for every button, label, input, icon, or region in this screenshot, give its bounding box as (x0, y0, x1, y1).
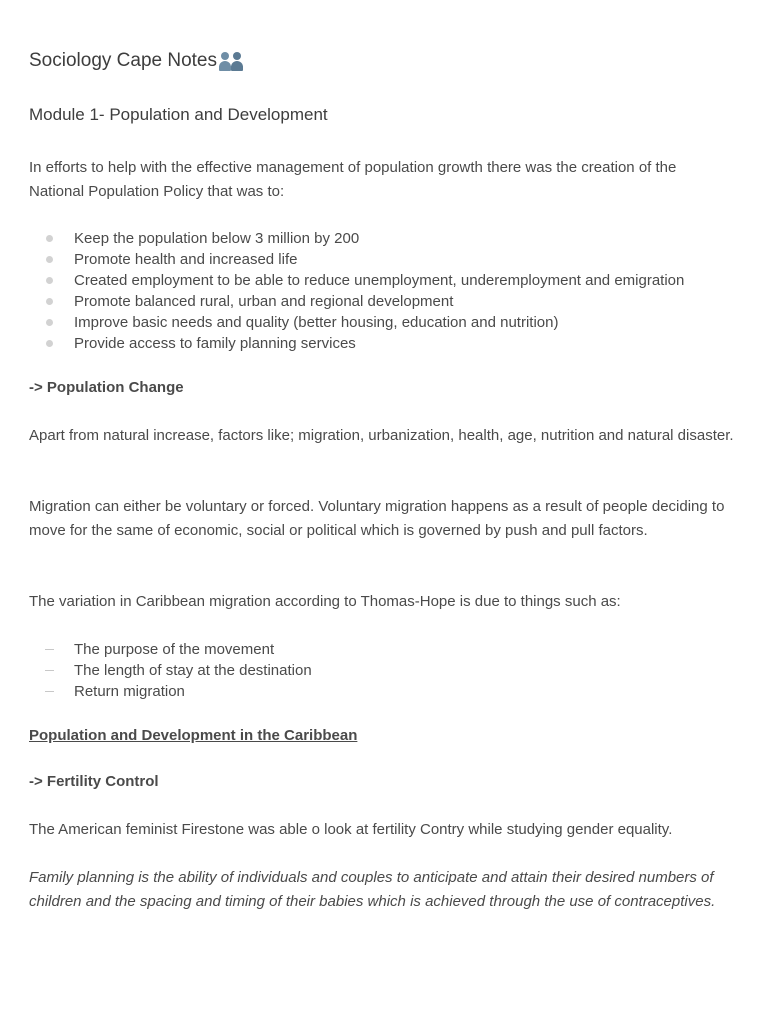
caribbean-section-heading: Population and Development in the Caribbean (29, 727, 358, 744)
population-change-heading: -> Population Change (29, 379, 184, 396)
variation-list (29, 639, 312, 702)
bullet-dash-icon (45, 670, 54, 671)
list-item: The purpose of the movement (29, 639, 312, 660)
fertility-control-heading: -> Fertility Control (29, 773, 159, 790)
list-item: Keep the population below 3 million by 200 (29, 228, 684, 249)
intro-paragraph: In efforts to help with the effective management of population growth there was the creation of the National Population Policy that was to: (29, 159, 677, 200)
list-item: Improve basic needs and quality (better housing, education and nutrition) (29, 312, 684, 333)
page-title (29, 50, 246, 72)
list-item: Promote health and increased life (29, 249, 684, 270)
population-change-paragraph: Apart from natural increase, factors like; migration, urbanization, health, age, nutrition and natural disaster. (29, 427, 734, 444)
list-item: Promote balanced rural, urban and regional development (29, 291, 684, 312)
list-item: Created employment to be able to reduce unemployment, underemployment and emigration (29, 270, 684, 291)
bullet-dash-icon (45, 691, 54, 692)
bullet-dot-icon (46, 235, 53, 242)
family-planning-definition: Family planning is the ability of individuals and couples to anticipate and attain their desired numbers of children and the spacing and timing of their babies which is achieved through the use of contraceptives. (29, 869, 716, 910)
bullet-dot-icon (46, 277, 53, 284)
migration-paragraph: Migration can either be voluntary or forced. Voluntary migration happens as a result of people deciding to move for the same of economic, social or political which is governed by push and pull factors. (29, 498, 725, 539)
bullet-dot-icon (46, 298, 53, 305)
list-item: The length of stay at the destination (29, 660, 312, 681)
policy-list (29, 228, 684, 354)
bullet-dot-icon (46, 340, 53, 347)
bullet-dash-icon (45, 649, 54, 650)
firestone-paragraph: The American feminist Firestone was able o look at fertility Contry while studying gender equality. (29, 821, 673, 838)
list-item: Return migration (29, 681, 312, 702)
two-people-silhouette-icon (218, 50, 246, 72)
module-heading: Module 1- Population and Development (29, 105, 328, 124)
variation-paragraph: The variation in Caribbean migration according to Thomas-Hope is due to things such as: (29, 593, 621, 610)
page-title-text: Sociology Cape Notes (29, 50, 217, 71)
bullet-dot-icon (46, 319, 53, 326)
list-item: Provide access to family planning services (29, 333, 684, 354)
bullet-dot-icon (46, 256, 53, 263)
